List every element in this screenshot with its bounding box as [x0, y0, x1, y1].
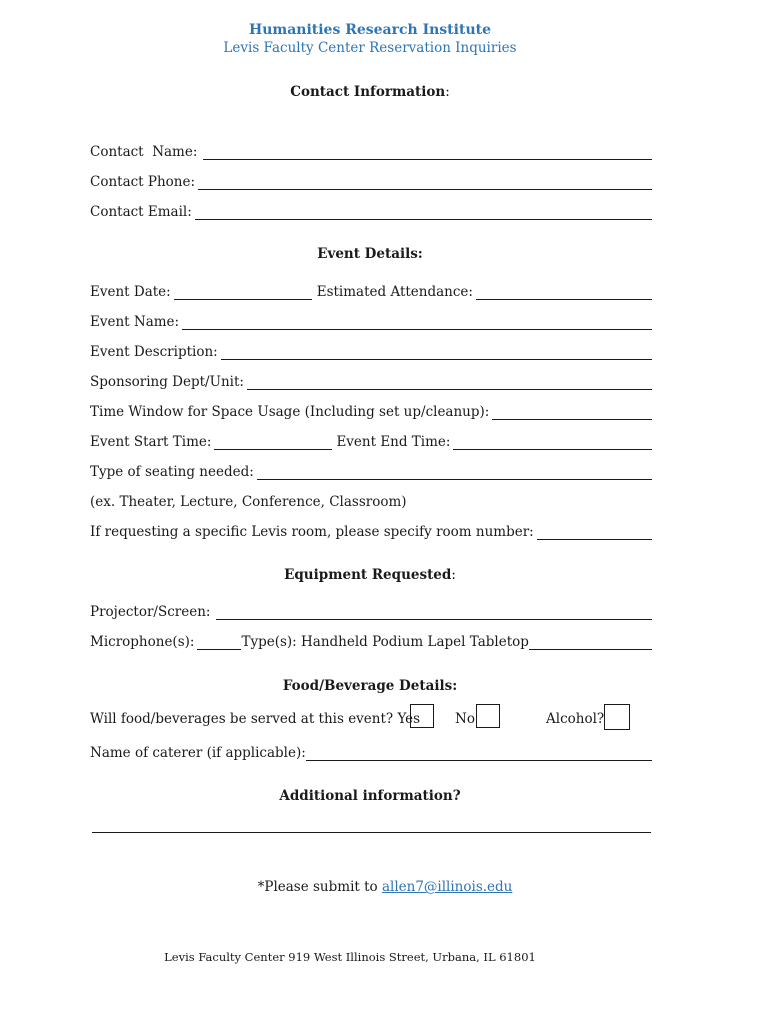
food-served-row — [90, 702, 650, 732]
contact-phone-row — [90, 170, 652, 190]
contact-name-label: Contact Name: — [90, 144, 198, 160]
event-end-time-field[interactable] — [453, 435, 652, 450]
event-description-label: Event Description: — [90, 344, 218, 360]
food-no-label: No — [455, 711, 475, 727]
food-section-title: Food/Beverage Details: — [282, 678, 458, 694]
equipment-section-title — [0, 567, 740, 583]
submit-prefix: *Please submit to — [257, 879, 382, 895]
contact-email-field[interactable] — [195, 205, 652, 220]
food-served-question: Will food/beverages be served at this event? Yes — [90, 711, 421, 727]
microphone-label: Microphone(s): — [90, 634, 195, 650]
projector-label: Projector/Screen: — [90, 604, 211, 620]
projector-row — [90, 600, 652, 620]
institute-title: Humanities Research Institute — [248, 22, 491, 38]
room-request-label: If requesting a specific Levis room, please specify room number: — [90, 524, 534, 540]
event-end-time-label: Event End Time: — [336, 434, 451, 450]
event-date-row — [90, 280, 652, 300]
microphone-type-field[interactable] — [529, 635, 652, 650]
event-name-field[interactable] — [182, 315, 652, 330]
submit-note — [0, 879, 770, 895]
contact-phone-label: Contact Phone: — [90, 174, 196, 190]
event-date-label: Event Date: — [90, 284, 171, 300]
food-yes-checkbox[interactable] — [410, 704, 434, 728]
event-name-label: Event Name: — [90, 314, 180, 330]
microphone-row — [90, 630, 652, 650]
room-number-field[interactable] — [537, 525, 652, 540]
seating-examples-text: (ex. Theater, Lecture, Conference, Classroom) — [90, 494, 407, 510]
contact-name-field[interactable] — [203, 145, 652, 160]
contact-section-title — [0, 84, 740, 100]
event-start-time-field[interactable] — [214, 435, 332, 450]
contact-section-title-text: Contact Information — [290, 84, 446, 100]
contact-section-colon: : — [445, 84, 450, 100]
time-window-row — [90, 400, 652, 420]
time-window-label: Time Window for Space Usage (Including set up/cleanup): — [90, 404, 490, 420]
seating-type-row — [90, 460, 652, 480]
seating-type-label: Type of seating needed: — [90, 464, 254, 480]
contact-name-row — [90, 140, 652, 160]
additional-info-field[interactable] — [92, 832, 651, 833]
equipment-section-title-text: Equipment Requested — [284, 567, 452, 583]
form-subtitle: Levis Faculty Center Reservation Inquiries — [223, 40, 517, 56]
event-description-field[interactable] — [221, 345, 652, 360]
estimated-attendance-field[interactable] — [476, 285, 652, 300]
caterer-label: Name of caterer (if applicable): — [90, 745, 306, 761]
alcohol-label: Alcohol? — [546, 711, 605, 727]
event-name-row — [90, 310, 652, 330]
submit-email-link[interactable]: allen7@illinois.edu — [381, 879, 513, 895]
seating-type-field[interactable] — [257, 465, 652, 480]
event-description-row — [90, 340, 652, 360]
food-no-checkbox[interactable] — [476, 704, 500, 728]
event-start-time-label: Event Start Time: — [90, 434, 212, 450]
event-time-row — [90, 430, 652, 450]
contact-phone-field[interactable] — [198, 175, 652, 190]
projector-field[interactable] — [216, 605, 652, 620]
sponsoring-dept-label: Sponsoring Dept/Unit: — [90, 374, 244, 390]
contact-email-label: Contact Email: — [90, 204, 192, 220]
equipment-section-colon: : — [451, 567, 456, 583]
estimated-attendance-label: Estimated Attendance: — [316, 284, 473, 300]
contact-email-row — [90, 200, 652, 220]
caterer-row — [90, 741, 652, 761]
alcohol-checkbox[interactable] — [604, 704, 630, 730]
microphone-type-label: Type(s): Handheld Podium Lapel Tabletop — [241, 634, 529, 650]
event-date-field[interactable] — [174, 285, 312, 300]
seating-examples-row — [90, 490, 652, 510]
caterer-field[interactable] — [306, 746, 652, 761]
time-window-field[interactable] — [492, 405, 652, 420]
event-section-title: Event Details: — [317, 246, 423, 262]
footer-address: Levis Faculty Center 919 West Illinois Street, Urbana, IL 61801 — [164, 950, 536, 964]
sponsoring-dept-field[interactable] — [247, 375, 652, 390]
additional-section-title: Additional information? — [279, 788, 461, 804]
microphone-count-field[interactable] — [197, 635, 241, 650]
sponsoring-dept-row — [90, 370, 652, 390]
room-request-row — [90, 520, 652, 540]
